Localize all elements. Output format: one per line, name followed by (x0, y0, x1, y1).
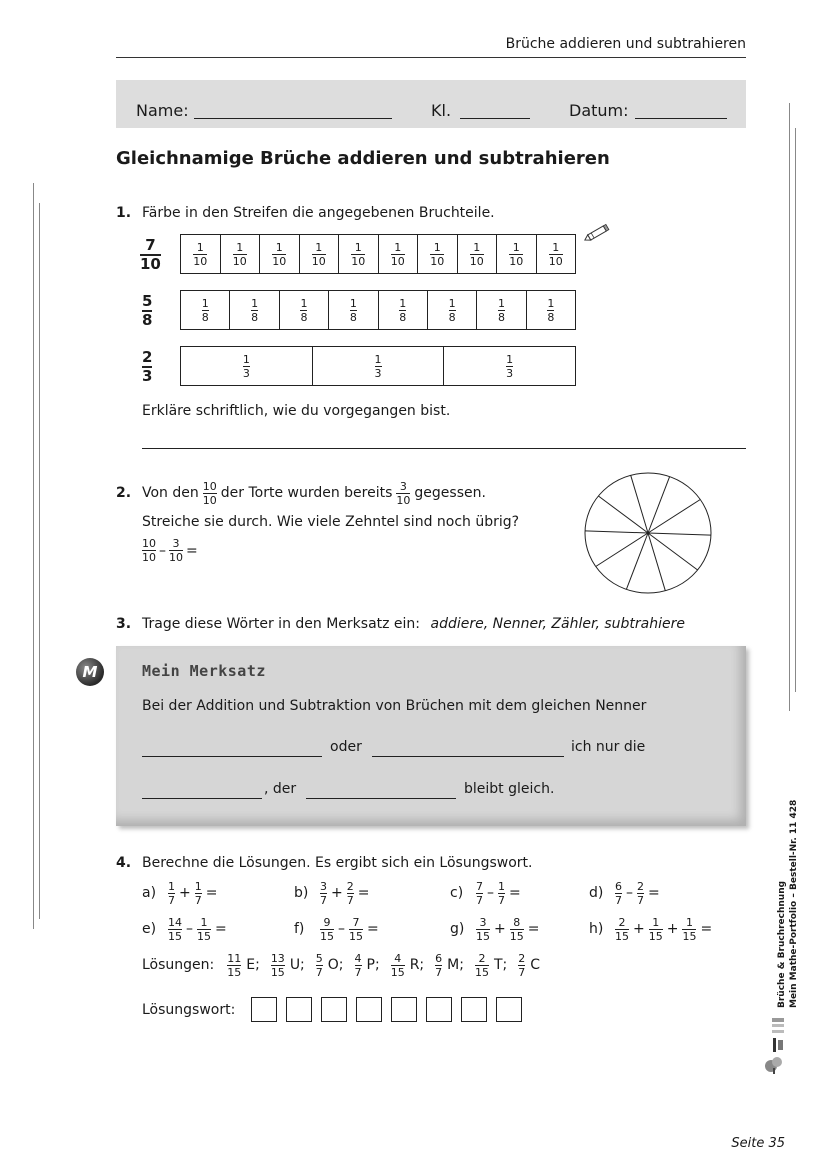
strip-cell[interactable] (260, 235, 300, 273)
strip-cell-fraction: $\frac{1}{10}$ (351, 240, 366, 268)
strip-cell-fraction: $\frac{1}{10}$ (469, 240, 484, 268)
merksatz-ich-nur-die: ich nur die (571, 739, 646, 755)
task4-solutions (142, 950, 546, 980)
strip-cell-fraction: $\frac{1}{8}$ (349, 296, 357, 324)
strip-cell-fraction: $\frac{1}{8}$ (547, 296, 555, 324)
task2-text-c: gegessen. (414, 485, 486, 501)
task4-equals: = (527, 921, 540, 937)
header-title: Brüche addieren und subtrahieren (505, 36, 746, 52)
task4-item-label: a) (142, 885, 157, 901)
task4-term-fraction: $\frac{2}{7}$ (346, 879, 354, 907)
solution-letter-box[interactable] (321, 997, 347, 1022)
solution-letter-box[interactable] (461, 997, 487, 1022)
task2-line2: Streiche sie durch. Wie viele Zehntel sind noch übrig? (142, 514, 520, 530)
task4-item-label: e) (142, 921, 157, 937)
solution-letter-box[interactable] (391, 997, 417, 1022)
strip-cell-fraction: $\frac{1}{3}$ (242, 352, 250, 380)
strip-cell[interactable] (339, 235, 379, 273)
side-line2: Mein Mathe-Portfolio – Bestell-Nr. 11 428 (789, 799, 799, 1008)
strip-cell[interactable] (181, 235, 221, 273)
strip-cell[interactable] (280, 291, 329, 329)
strip-cell[interactable] (329, 291, 378, 329)
solutions-list (227, 953, 546, 978)
task4-item-f (294, 914, 379, 944)
strip-cell-fraction: $\frac{1}{10}$ (430, 240, 445, 268)
strip-cell-fraction: $\frac{1}{8}$ (251, 296, 259, 324)
task4-term-fraction: $\frac{1}{7}$ (498, 879, 505, 907)
task2-eq-op: – (159, 542, 166, 559)
task2-eq-end: = (186, 542, 198, 559)
cake-pie-chart[interactable] (582, 470, 714, 596)
task4-item-label: b) (294, 885, 309, 901)
task4-term-fraction: $\frac{1}{7}$ (168, 879, 175, 907)
task4-term-fraction: $\frac{9}{15}$ (320, 915, 334, 943)
task4-item-label: h) (589, 921, 604, 937)
task1-explain: Erkläre schriftlich, wie du vorgegangen bist. (142, 403, 451, 419)
class-line[interactable] (460, 118, 530, 119)
strip-cell[interactable] (230, 291, 279, 329)
task2-frac-a: $\frac{10}{10}$ (202, 479, 217, 507)
task4-equals: = (205, 885, 218, 901)
task2-text-a: Von den (142, 485, 199, 501)
solution-fraction: $\frac{4}{15}$ (390, 951, 405, 979)
solution-letter: U; (289, 957, 305, 973)
task4-operator: + (633, 921, 645, 937)
strip-cell[interactable] (313, 347, 445, 385)
task2-number: 2. (116, 485, 132, 501)
solution-fraction: $\frac{11}{15}$ (227, 951, 242, 979)
right-margin-line-inner (795, 128, 796, 692)
solution-fraction: $\frac{4}{7}$ (354, 951, 362, 979)
right-margin-line-outer (789, 103, 790, 711)
task1-number: 1. (116, 205, 132, 221)
strip1-fraction: 7 10 (140, 236, 161, 273)
task4-term-fraction: $\frac{1}{7}$ (194, 879, 202, 907)
strip-cell-fraction: $\frac{1}{3}$ (374, 352, 382, 380)
task4-operator: – (338, 921, 345, 937)
strip-cell-fraction: $\frac{1}{10}$ (193, 240, 208, 268)
task3-text: Trage diese Wörter in den Merksatz ein: (142, 616, 421, 632)
strip-eighths[interactable] (180, 290, 576, 330)
strip2-fraction: 5 8 (142, 292, 153, 329)
task4-equals: = (367, 921, 379, 937)
task4-equals: = (648, 885, 660, 901)
strip-cell[interactable] (221, 235, 261, 273)
date-line[interactable] (635, 118, 727, 119)
task2-frac-b: $\frac{3}{10}$ (396, 479, 411, 507)
solution-fraction: $\frac{2}{15}$ (474, 951, 489, 979)
solution-letter: C (530, 957, 541, 973)
solution-letter-box[interactable] (496, 997, 522, 1022)
task4-term-fraction: $\frac{2}{15}$ (615, 915, 629, 943)
task1-text: Färbe in den Streifen die angegebenen Bruchteile. (142, 205, 495, 221)
solution-letter: T; (493, 957, 508, 973)
solution-fraction: $\frac{5}{7}$ (315, 951, 323, 979)
page-number: Seite 35 (731, 1136, 785, 1151)
date-label: Datum: (569, 101, 629, 120)
solution-letter-box[interactable] (286, 997, 312, 1022)
strip-cell[interactable] (418, 235, 458, 273)
strip-cell-fraction: $\frac{1}{8}$ (399, 296, 407, 324)
header-rule (116, 57, 746, 58)
strip-cell-fraction: $\frac{1}{10}$ (232, 240, 247, 268)
task4-term-fraction: $\frac{7}{7}$ (476, 879, 483, 907)
class-label: Kl. (431, 101, 452, 120)
strip-cell[interactable] (181, 291, 230, 329)
solution-letter-box[interactable] (426, 997, 452, 1022)
task1-answer-line[interactable] (142, 448, 746, 449)
solutions-label: Lösungen: (142, 957, 215, 973)
merksatz-blank-2[interactable] (372, 756, 564, 757)
solution-letter: M; (447, 957, 464, 973)
merksatz-blank-4[interactable] (306, 798, 456, 799)
task4-term-fraction: $\frac{1}{15}$ (682, 915, 697, 943)
strip-cell[interactable] (527, 291, 575, 329)
task4-text: Berechne die Lösungen. Es ergibt sich ein Lösungswort. (142, 855, 533, 871)
name-line[interactable] (194, 118, 392, 119)
strip-cell[interactable] (477, 291, 526, 329)
solution-word-label: Lösungswort: (142, 1002, 236, 1018)
strip-cell[interactable] (444, 347, 575, 385)
task4-item-label: g) (450, 921, 465, 937)
strip-cell-fraction: $\frac{1}{10}$ (311, 240, 326, 268)
strip-cell[interactable] (537, 235, 576, 273)
left-margin-line-inner (39, 203, 40, 919)
merksatz-oder: oder (330, 739, 362, 755)
task2-text-b: der Torte wurden bereits (220, 485, 393, 501)
strip-cell-fraction: $\frac{1}{8}$ (201, 296, 209, 324)
task4-term-fraction: $\frac{8}{15}$ (509, 915, 524, 943)
task4-term-fraction: $\frac{2}{7}$ (637, 879, 644, 907)
task4-operator: + (666, 921, 679, 937)
solution-word-boxes (251, 997, 522, 1022)
merksatz-blank-3[interactable] (142, 798, 262, 799)
strip-thirds[interactable] (180, 346, 576, 386)
task4-item-label: d) (589, 885, 604, 901)
task4-term-fraction: $\frac{1}{15}$ (648, 915, 663, 943)
pencil-icon (582, 222, 612, 244)
solution-fraction: $\frac{6}{7}$ (435, 951, 443, 979)
task4-item-label: c) (450, 885, 464, 901)
task4-item-h (589, 914, 712, 944)
task2-eq-frac1: $\frac{10}{10}$ (142, 537, 156, 564)
task4-item-g (450, 914, 539, 944)
task4-item-b (294, 878, 369, 908)
task4-term-fraction: $\frac{3}{7}$ (320, 879, 327, 907)
name-box (116, 80, 746, 128)
strip3-fraction: 2 3 (142, 348, 153, 385)
task4-equals: = (509, 885, 521, 901)
task4-operator: – (487, 885, 494, 901)
task4-number: 4. (116, 855, 132, 871)
side-line1: Brüche & Bruchrechnung (777, 880, 787, 1008)
task3-text-line (142, 616, 685, 632)
solution-letter-box[interactable] (251, 997, 277, 1022)
merksatz-title: Mein Merksatz (142, 662, 266, 680)
task4-term-fraction: $\frac{7}{15}$ (349, 915, 363, 943)
strip-cell-fraction: $\frac{1}{3}$ (506, 352, 514, 380)
task3-number: 3. (116, 616, 132, 632)
task4-item-label: f) (294, 921, 305, 937)
task4-operator: + (331, 885, 343, 901)
solution-letter: O; (327, 957, 344, 973)
task2-line1 (142, 480, 486, 506)
task4-item-c (450, 878, 521, 908)
task4-operator: – (186, 921, 193, 937)
strip-cell[interactable] (379, 291, 428, 329)
main-heading: Gleichnamige Brüche addieren und subtrahieren (116, 148, 610, 169)
merksatz-badge-icon: M (76, 658, 104, 686)
task4-item-a (142, 878, 217, 908)
strip-cell[interactable] (428, 291, 477, 329)
merksatz-bleibt: bleibt gleich. (464, 781, 555, 797)
strip-cell-fraction: $\frac{1}{8}$ (300, 296, 308, 324)
strip-cell[interactable] (379, 235, 419, 273)
merksatz-blank-1[interactable] (142, 756, 322, 757)
solution-fraction: $\frac{2}{7}$ (518, 951, 526, 979)
solution-letter: P; (366, 957, 380, 973)
strip-cell[interactable] (497, 235, 537, 273)
task4-item-d (589, 878, 660, 908)
task4-term-fraction: $\frac{3}{15}$ (476, 915, 490, 943)
strip-cell-fraction: $\frac{1}{10}$ (390, 240, 405, 268)
strip-cell-fraction: $\frac{1}{8}$ (497, 296, 505, 324)
strip-cell[interactable] (300, 235, 340, 273)
task3-words: addiere, Nenner, Zähler, subtrahiere (430, 616, 685, 632)
task2-eq-frac2: $\frac{3}{10}$ (169, 537, 183, 564)
task4-term-fraction: $\frac{14}{15}$ (168, 915, 182, 943)
task4-operator: – (626, 885, 633, 901)
strip-cell[interactable] (181, 347, 313, 385)
name-label: Name: (136, 101, 189, 120)
task4-operator: + (494, 921, 506, 937)
task4-equals: = (357, 885, 370, 901)
merksatz-line1: Bei der Addition und Subtraktion von Brüchen mit dem gleichen Nenner (142, 698, 647, 714)
strip-cell-fraction: $\frac{1}{8}$ (448, 296, 456, 324)
strip-tenths[interactable] (180, 234, 576, 274)
task4-term-fraction: $\frac{6}{7}$ (615, 879, 622, 907)
task4-item-e (142, 914, 227, 944)
solution-letter: E; (246, 957, 260, 973)
task4-equals: = (700, 921, 713, 937)
solution-fraction: $\frac{13}{15}$ (270, 951, 285, 979)
strip-cell-fraction: $\frac{1}{10}$ (272, 240, 287, 268)
strip-cell-fraction: $\frac{1}{10}$ (509, 240, 524, 268)
side-publisher-text (776, 799, 800, 1008)
strip-cell[interactable] (458, 235, 498, 273)
task2-equation (142, 538, 198, 563)
task4-operator: + (179, 885, 191, 901)
solution-letter-box[interactable] (356, 997, 382, 1022)
merksatz-comma-der: , der (264, 781, 297, 797)
task4-equals: = (215, 921, 227, 937)
left-margin-line-outer (33, 183, 34, 929)
publisher-logo-icon (763, 1014, 787, 1076)
task4-term-fraction: $\frac{1}{15}$ (197, 915, 211, 943)
solution-letter: R; (409, 957, 425, 973)
strip-cell-fraction: $\frac{1}{10}$ (548, 240, 563, 268)
